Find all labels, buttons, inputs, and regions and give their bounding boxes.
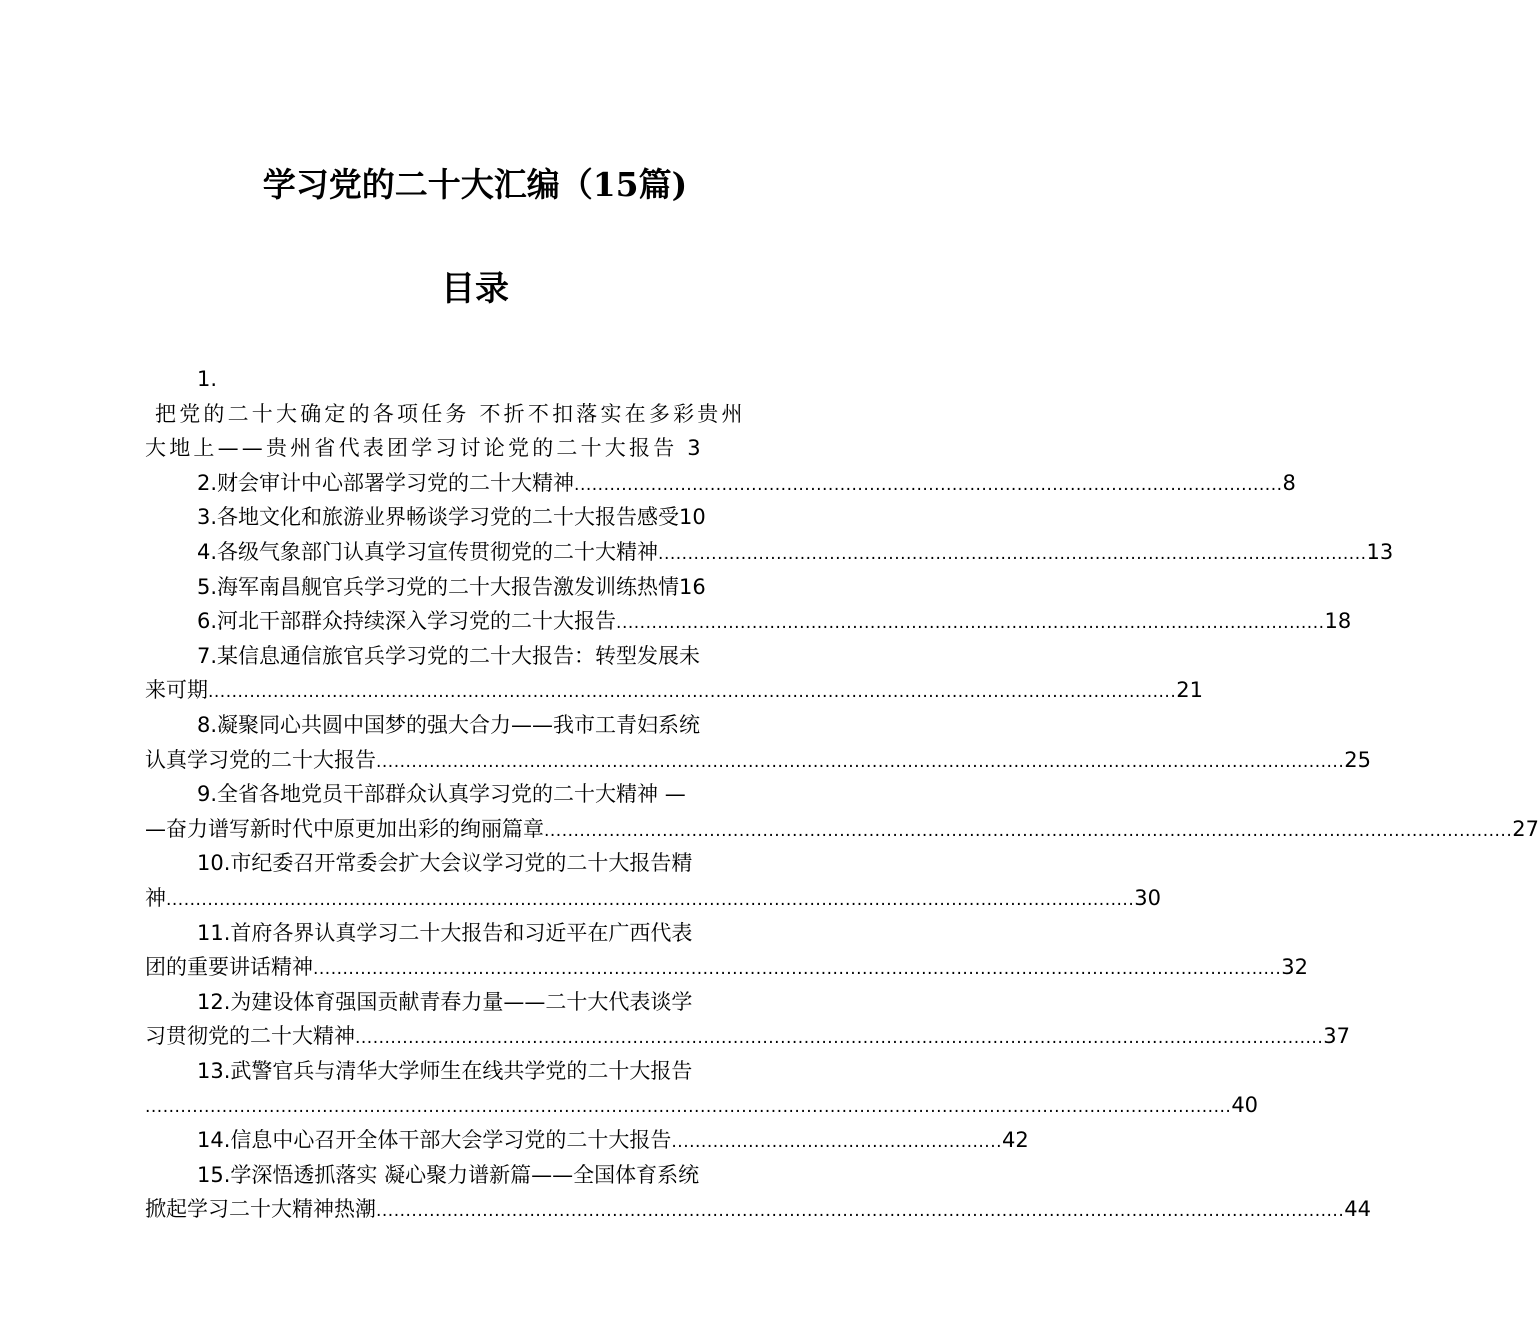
dot-leader: ....................................................................................................................................................................: [376, 1201, 1345, 1222]
toc-entry-6[interactable]: 6.河北干部群众持续深入学习党的二十大报告 ........................................................................................................................ 18: [145, 604, 805, 639]
toc-entry-1-line-2[interactable]: 大地上——贵州省代表团学习讨论党的二十大报告 3: [145, 436, 704, 461]
page-number: 30: [1134, 885, 1161, 910]
toc-entry-11-line-2[interactable]: 团的重要讲话精神 .................................................................................................................................................................... 32: [145, 950, 805, 985]
toc-entry-10-line-1[interactable]: 10.市纪委召开常委会扩大会议学习党的二十大报告精: [197, 851, 693, 876]
toc-entry-11-line-1[interactable]: 11.首府各界认真学习二十大报告和习近平在广西代表: [197, 920, 693, 945]
dot-leader: ....................................................................................................................................................................: [376, 751, 1345, 772]
page-number: 32: [1281, 955, 1308, 980]
toc-entry-15-line-1[interactable]: 15.学深悟透抓落实 凝心聚力谱新篇——全国体育系统: [197, 1162, 700, 1187]
toc-entry-7-line-1[interactable]: 7.某信息通信旅官兵学习党的二十大报告：转型发展未: [197, 643, 701, 668]
toc-entry-8-line-1[interactable]: 8.凝聚同心共圆中国梦的强大合力——我市工青妇系统: [197, 712, 701, 737]
dot-leader: ....................................................................................................................................................................: [208, 682, 1177, 703]
toc-entry-14[interactable]: 14.信息中心召开全体干部大会学习党的二十大报告 ........................................................ 42: [145, 1123, 805, 1158]
toc-entry-1-number[interactable]: 1.: [197, 367, 218, 391]
page-number: 10: [679, 505, 706, 530]
toc-entry-5[interactable]: 5.海军南昌舰官兵学习党的二十大报告激发训练热情 16: [145, 570, 805, 605]
page-number: 27: [1512, 816, 1539, 841]
page-number: 25: [1344, 747, 1371, 772]
toc-entry-1-line-1[interactable]: 把党的二十大确定的各项任务 不折不扣落实在多彩贵州: [155, 401, 746, 426]
dot-leader: ........................................................................................................................................................................................: [145, 1097, 1232, 1118]
toc-entry-10-line-2[interactable]: 神 .................................................................................................................................................................... 30: [145, 881, 805, 916]
page-number: 16: [679, 574, 706, 599]
toc-heading: 目录: [441, 269, 509, 309]
toc-entry-4[interactable]: 4.各级气象部门认真学习宣传贯彻党的二十大精神 ........................................................................................................................ 13: [145, 535, 805, 570]
toc-entry-12-line-1[interactable]: 12.为建设体育强国贡献青春力量——二十大代表谈学: [197, 989, 693, 1014]
dot-leader: ........................................................................................................................: [616, 613, 1325, 634]
dot-leader: ....................................................................................................................................................................: [313, 959, 1282, 980]
page-number: 8: [1282, 470, 1296, 495]
dot-leader: ....................................................................................................................................................................: [544, 820, 1513, 841]
toc-entry-7-line-2[interactable]: 来可期 .................................................................................................................................................................... 21: [145, 673, 805, 708]
toc-entry-8-line-2[interactable]: 认真学习党的二十大报告 .................................................................................................................................................................... 25: [145, 743, 805, 778]
toc-entry-2[interactable]: 2.财会审计中心部署学习党的二十大精神 ........................................................................................................................ 8: [145, 466, 805, 501]
toc-entry-9-line-1[interactable]: 9.全省各地党员干部群众认真学习党的二十大精神 —: [197, 782, 686, 807]
page-number: 18: [1324, 609, 1352, 634]
page-number: 44: [1344, 1197, 1371, 1222]
document-title: 学习党的二十大汇编（15篇): [262, 165, 688, 204]
toc-entry-12-line-2[interactable]: 习贯彻党的二十大精神 .................................................................................................................................................................... 37: [145, 1019, 805, 1054]
page-number: 42: [1002, 1128, 1029, 1153]
toc-entry-13-line-2[interactable]: [145, 1088, 1259, 1123]
page-number: 21: [1176, 678, 1203, 703]
dot-leader: ....................................................................................................................................................................: [355, 1028, 1324, 1049]
page-number: 37: [1323, 1024, 1350, 1049]
toc-entry-13-line-1[interactable]: 13.武警官兵与清华大学师生在线共学党的二十大报告: [197, 1058, 693, 1083]
page-number: 40: [1231, 1093, 1259, 1118]
dot-leader: ........................................................................................................................: [658, 543, 1367, 564]
dot-leader: ........................................................: [671, 1132, 1003, 1153]
toc-entry-15-line-2[interactable]: 掀起学习二十大精神热潮 .................................................................................................................................................................... 44: [145, 1192, 805, 1227]
page-number: 13: [1366, 539, 1394, 564]
toc-entry-3[interactable]: 3.各地文化和旅游业界畅谈学习党的二十大报告感受 10: [145, 500, 805, 535]
toc-entry-9-line-2[interactable]: —奋力谱写新时代中原更加出彩的绚丽篇章 .................................................................................................................................................................... 27: [145, 812, 805, 847]
table-of-contents: [145, 362, 1539, 1227]
dot-leader: ....................................................................................................................................................................: [166, 889, 1135, 910]
dot-leader: ........................................................................................................................: [574, 474, 1283, 495]
